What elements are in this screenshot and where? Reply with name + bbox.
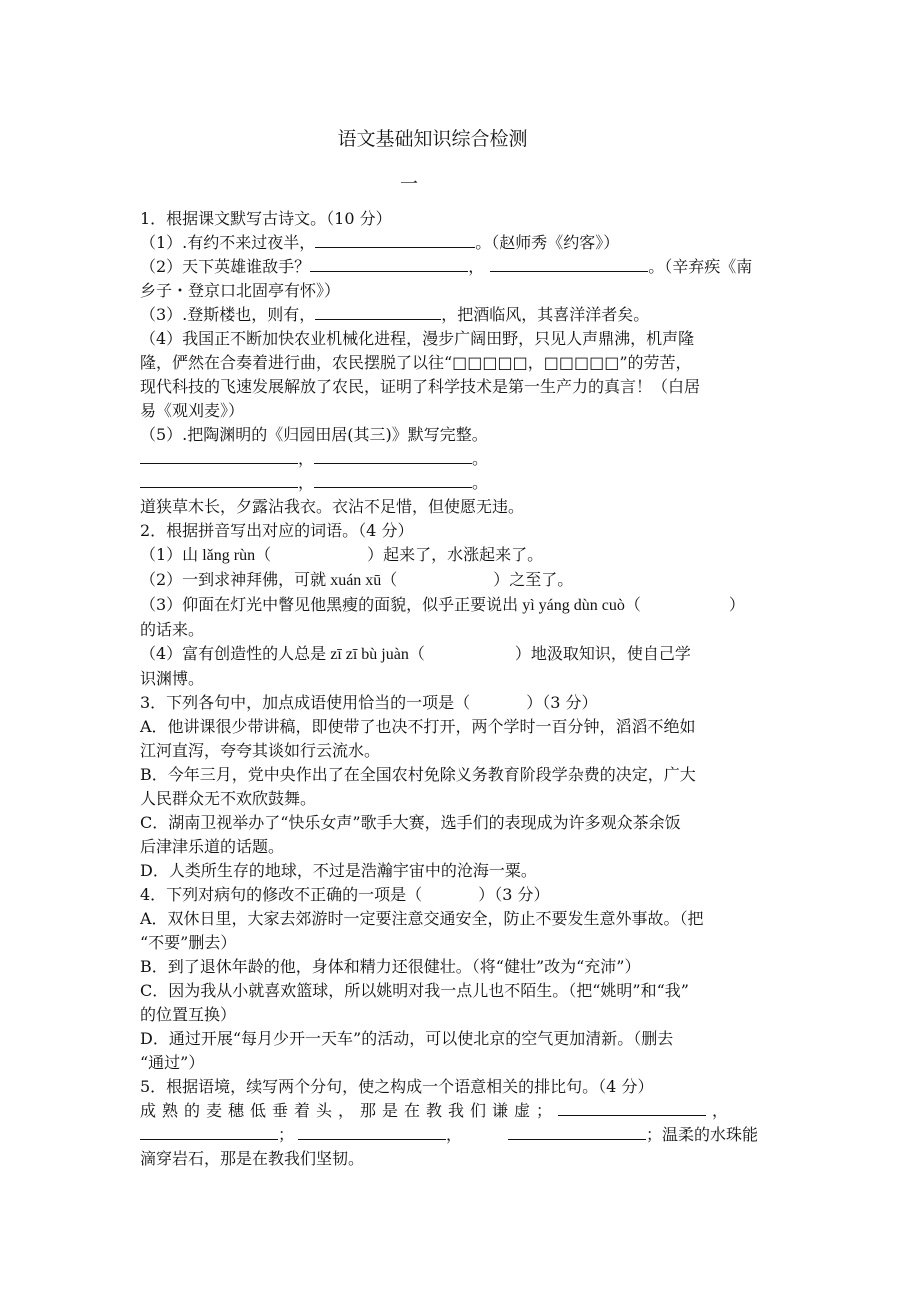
q1-item-1-prompt: （1）.有约不来过夜半，	[140, 233, 316, 252]
q2-item-3-prompt: （3）仰面在灯光中瞥见他黑瘦的面貌，似乎正要说出	[140, 595, 519, 614]
pinyin: xuán xū（	[326, 572, 398, 589]
punctuation: ，	[446, 1125, 463, 1144]
q4-option-c: C．因为我从小就喜欢篮球，所以姚明对我一点儿也不陌生。（把“姚明”和“我”	[140, 981, 689, 1000]
q2-item-3-suffix: ）	[728, 595, 745, 614]
q3-option-d: D．人类所生存的地球，不过是浩瀚宇宙中的沧海一粟。	[140, 861, 537, 880]
q2-item-3	[140, 593, 790, 618]
answer-blank[interactable]	[315, 231, 475, 248]
exam-content	[140, 207, 790, 1171]
punctuation: 。	[472, 449, 489, 468]
q2-item-2	[140, 568, 790, 593]
q3-option-c: C．湖南卫视举办了“快乐女声”歌手大赛，选手们的表现成为许多观众茶余饭	[140, 813, 681, 832]
pinyin: yì yáng dùn cuò（	[518, 597, 641, 614]
q1-item-4-line-2: 隆，俨然在合奏着进行曲，农民摆脱了以往“□□□□□，□□□□□”的劳苦，	[140, 353, 692, 372]
q3-option-a: A．他讲课很少带讲稿，即使带了也决不打开，两个学时一百分钟，滔滔不绝如	[140, 717, 696, 736]
punctuation: ，	[298, 449, 315, 468]
q1-item-5-line-2	[140, 471, 790, 495]
pinyin: zī zī bù juàn（	[326, 646, 425, 663]
q1-item-1	[140, 231, 790, 255]
q2-item-1	[140, 543, 790, 568]
q3-option-c-line-2: 后津津乐道的话题。	[140, 837, 285, 856]
q1-item-4-line-4: 易《观刈麦》）	[140, 401, 245, 420]
q2-item-3-line-2: 的话来。	[140, 620, 205, 639]
q2-heading: 2．根据拼音写出对应的词语。（4 分）	[140, 521, 414, 540]
q4-option-a: A．双休日里，大家去郊游时一定要注意交通安全，防止不要发生意外事故。（把	[140, 909, 704, 928]
q5-line-3: 滴穿岩石，那是在教我们坚韧。	[140, 1149, 365, 1168]
q4-heading	[140, 883, 790, 907]
answer-blank[interactable]	[140, 1123, 278, 1140]
q1-item-2-line-2: 乡子・登京口北固亭有怀》）	[140, 281, 341, 300]
q1-item-3-prompt: （3）.登斯楼也，则有，	[140, 305, 316, 324]
q2-item-4-prompt: （4）富有创造性的人总是	[140, 644, 327, 663]
page-title: 语文基础知识综合检测	[337, 128, 528, 150]
answer-blank[interactable]	[310, 255, 468, 272]
pinyin: lǎng rùn（	[198, 547, 272, 564]
q2-item-4-line-2: 识渊博。	[140, 669, 205, 688]
punctuation: ；	[278, 1125, 295, 1144]
answer-blank[interactable]	[140, 447, 298, 464]
q3-option-b-line-2: 人民群众无不欢欣鼓舞。	[140, 789, 317, 808]
q2-item-1-suffix: ）起来了，水涨起来了。	[367, 545, 544, 564]
q3-option-a-line-2: 江河直泻，夸夸其谈如行云流水。	[140, 741, 381, 760]
answer-blank[interactable]	[490, 255, 648, 272]
answer-blank[interactable]	[508, 1123, 646, 1140]
q4-heading-score: ）（3 分）	[478, 885, 550, 904]
q4-option-c-line-2: 的位置互换）	[140, 1005, 237, 1024]
answer-blank[interactable]	[140, 471, 298, 488]
q1-item-2	[140, 255, 790, 279]
q2-item-4-suffix: ）地汲取知识，使自己学	[514, 644, 691, 663]
punctuation: ，	[298, 473, 315, 492]
q1-item-3-suffix: ，把酒临风，其喜洋洋者矣。	[441, 305, 650, 324]
q1-item-4-line-1: （4）我国正不断加快农业机械化进程，漫步广阔田野，只见人声鼎沸，机声隆	[140, 329, 695, 348]
q1-item-1-source: 。（赵师秀《约客》）	[475, 233, 620, 252]
punctuation: ，	[468, 257, 485, 276]
answer-blank[interactable]	[314, 471, 472, 488]
q3-heading	[140, 691, 790, 715]
q3-option-b: B．今年三月，党中央作出了在全国农村免除义务教育阶段学杂费的决定，广大	[140, 765, 696, 784]
punctuation: 。	[472, 473, 489, 492]
q5-line-1	[140, 1099, 790, 1123]
q2-item-2-prompt: （2）一到求神拜佛，可就	[140, 570, 327, 589]
q4-heading-text: 4．下列对病句的修改不正确的一项是（	[140, 885, 423, 904]
answer-blank[interactable]	[315, 303, 441, 320]
q5-heading: 5．根据语境，续写两个分句，使之构成一个语意相关的排比句。（4 分）	[140, 1077, 654, 1096]
q1-item-5-line-3: 道狭草木长，夕露沾我衣。衣沾不足惜，但使愿无违。	[140, 497, 525, 516]
q1-item-3	[140, 303, 790, 327]
q1-item-5-line-1	[140, 447, 790, 471]
punctuation: ，	[712, 1101, 729, 1120]
q1-item-2-source: 。（辛弃疾《南	[648, 257, 753, 276]
q5-line-2	[140, 1123, 790, 1147]
answer-blank[interactable]	[558, 1099, 706, 1116]
q1-item-4-line-3: 现代科技的飞速发展解放了农民，证明了科学技术是第一生产力的真言！（白居	[140, 377, 701, 396]
answer-blank[interactable]	[298, 1123, 446, 1140]
q5-prompt: 成熟的麦穗低垂着头，那是在教我们谦虚；	[140, 1101, 559, 1120]
page-subtitle: 一	[400, 174, 418, 195]
q1-item-5-heading: （5）.把陶渊明的《归园田居(其三)》默写完整。	[140, 425, 488, 444]
answer-blank[interactable]	[314, 447, 472, 464]
q2-item-1-prompt: （1）山	[140, 545, 199, 564]
q2-item-4	[140, 642, 790, 667]
q4-option-d: D．通过开展“每月少开一天车”的活动，可以使北京的空气更加清新。（删去	[140, 1029, 674, 1048]
q1-item-2-prompt: （2）天下英雄谁敌手？	[140, 257, 311, 276]
q4-option-b: B．到了退休年龄的他，身体和精力还很健壮。（将“健壮”改为“充沛”）	[140, 957, 641, 976]
q5-continuation: ；温柔的水珠能	[646, 1125, 759, 1144]
q2-item-2-suffix: ）之至了。	[493, 570, 574, 589]
q3-heading-text: 3．下列各句中，加点成语使用恰当的一项是（	[140, 693, 471, 712]
q4-option-d-line-2: “通过”）	[140, 1053, 205, 1072]
q1-heading: 1．根据课文默写古诗文。（10 分）	[140, 209, 392, 228]
q4-option-a-line-2: “不要”删去）	[140, 933, 237, 952]
q3-heading-score: ）（3 分）	[526, 693, 598, 712]
